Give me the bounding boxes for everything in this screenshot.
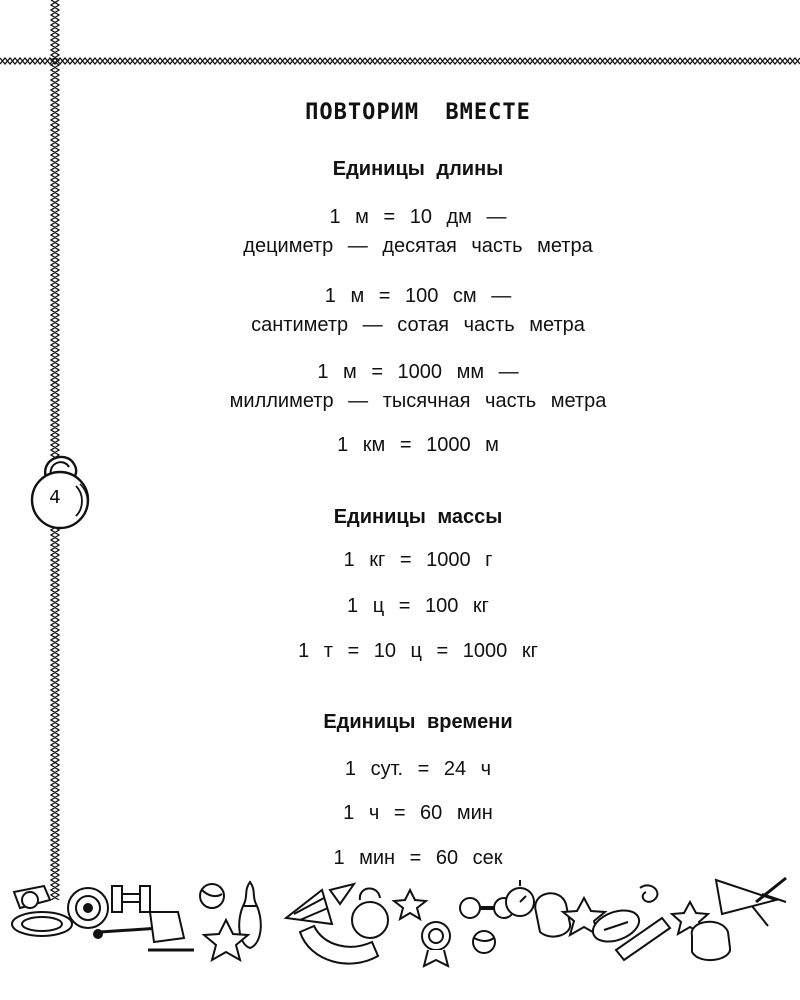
medal-icon: [422, 922, 450, 966]
triangle-icon: [330, 884, 354, 904]
length-line-6: миллиметр — тысячная часть метра: [229, 390, 607, 412]
target-icon: [68, 888, 108, 928]
racket-icon: [94, 928, 160, 938]
whistle-icon: [12, 886, 72, 936]
page-title: ПОВТОРИМ ВМЕСТЕ: [305, 100, 531, 125]
mass-line-3: 1 т = 10 ц = 1000 кг: [298, 640, 538, 662]
length-line-1: 1 м = 10 дм —: [329, 206, 507, 228]
sports-footer-decoration: [0, 872, 800, 1000]
glove-icon: [692, 922, 730, 960]
flag-icon: [716, 880, 776, 914]
time-line-3: 1 мин = 60 сек: [333, 847, 503, 869]
section-title-mass: Единицы массы: [333, 506, 503, 528]
length-line-5: 1 м = 1000 мм —: [317, 361, 519, 383]
glove-icon: [535, 893, 570, 936]
mass-line-1: 1 кг = 1000 г: [343, 549, 493, 571]
skate-icon: [148, 912, 194, 950]
dumbbell-icon: [112, 886, 150, 912]
time-line-1: 1 сут. = 24 ч: [344, 758, 492, 780]
star-icon: [394, 890, 426, 919]
length-line-2: дециметр — десятая часть метра: [243, 235, 593, 257]
ball-icon: [200, 884, 224, 908]
kettlebell-icon: [352, 888, 388, 938]
page-number: 4: [49, 487, 61, 508]
section-title-length: Единицы длины: [332, 158, 504, 180]
length-line-4: сантиметр — сотая часть метра: [251, 314, 585, 336]
fan-icon: [286, 890, 332, 924]
length-line-7: 1 км = 1000 м: [337, 434, 499, 456]
length-line-3: 1 м = 100 см —: [324, 285, 512, 307]
mass-line-2: 1 ц = 100 кг: [347, 595, 489, 617]
chain-border-top-icon: [0, 56, 800, 66]
ball-icon: [473, 931, 495, 953]
section-title-time: Единицы времени: [323, 711, 513, 733]
time-line-2: 1 ч = 60 мин: [343, 802, 493, 824]
swirl-icon: [640, 885, 657, 902]
stopwatch-icon: [506, 880, 534, 916]
